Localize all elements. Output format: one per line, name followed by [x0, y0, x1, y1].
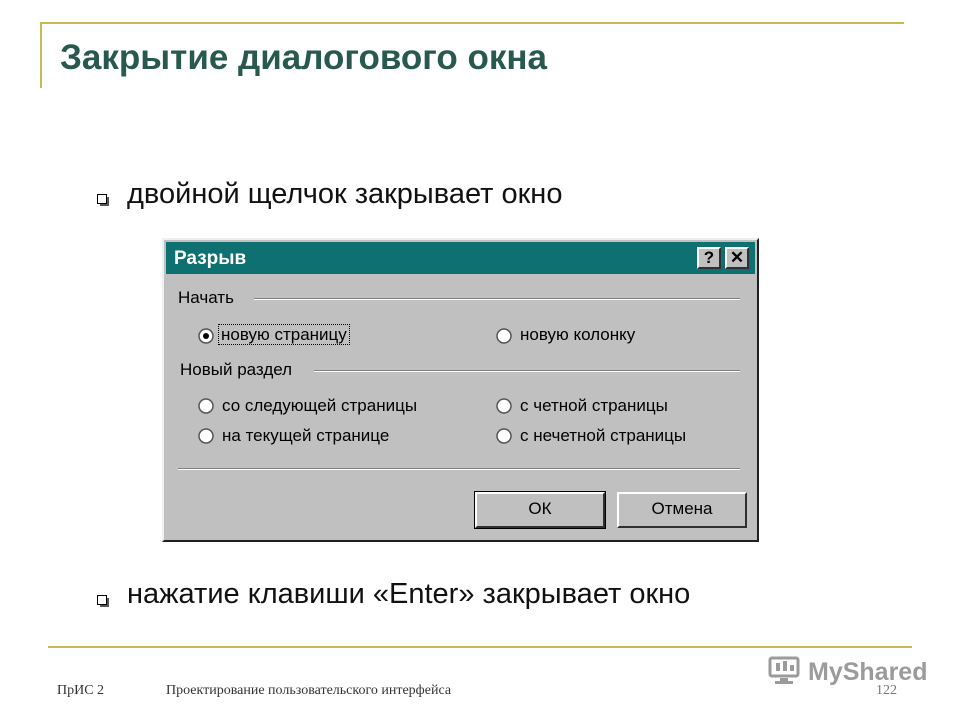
bullet-text-double-click: двойной щелчок закрывает окно	[127, 178, 563, 210]
radio-next-page-label[interactable]: со следующей страницы	[222, 396, 418, 415]
buttons-divider	[178, 468, 740, 470]
radio-new-column-label[interactable]: новую колонку	[520, 325, 636, 344]
bullet-square-icon	[97, 595, 109, 607]
radio-even-page[interactable]	[496, 398, 512, 414]
radio-current-page-label[interactable]: на текущей странице	[222, 426, 390, 445]
close-button[interactable]	[725, 247, 749, 269]
ok-button[interactable]: ОК	[475, 492, 605, 528]
close-icon: ✕	[729, 248, 745, 267]
group-start-divider	[254, 298, 740, 300]
radio-odd-page-label[interactable]: с нечетной страницы	[520, 426, 687, 445]
break-dialog	[162, 238, 759, 542]
left-rule	[40, 22, 42, 88]
group-start-label: Начать	[178, 288, 240, 308]
footer-course: ПрИС 2	[57, 683, 105, 698]
bullet-square-icon	[97, 194, 109, 206]
watermark	[768, 656, 927, 688]
group-section-divider	[314, 370, 740, 372]
group-section-label: Новый раздел	[180, 360, 298, 380]
dialog-titlebar[interactable]	[166, 242, 755, 274]
watermark-logo-icon	[768, 655, 802, 690]
radio-new-page-label[interactable]: новую страницу	[218, 325, 350, 345]
top-rule	[40, 22, 904, 24]
bottom-rule	[48, 646, 912, 648]
cancel-button[interactable]: Отмена	[617, 492, 747, 528]
radio-new-page[interactable]	[198, 328, 214, 344]
radio-new-column[interactable]	[496, 328, 512, 344]
help-button[interactable]	[697, 247, 721, 269]
bullet-text-enter-key: нажатие клавиши «Enter» закрывает окно	[127, 578, 691, 610]
watermark-text: MyShared	[808, 657, 928, 686]
footer-subject: Проектирование пользовательского интерфейса	[166, 683, 452, 698]
dialog-title: Разрыв	[174, 248, 247, 269]
radio-next-page[interactable]	[198, 398, 214, 414]
page-number: 122	[876, 683, 897, 698]
radio-odd-page[interactable]	[496, 428, 512, 444]
slide-title: Закрытие диалогового окна	[60, 38, 548, 77]
radio-even-page-label[interactable]: с четной страницы	[520, 396, 668, 415]
radio-current-page[interactable]	[198, 428, 214, 444]
help-icon: ?	[703, 248, 715, 267]
